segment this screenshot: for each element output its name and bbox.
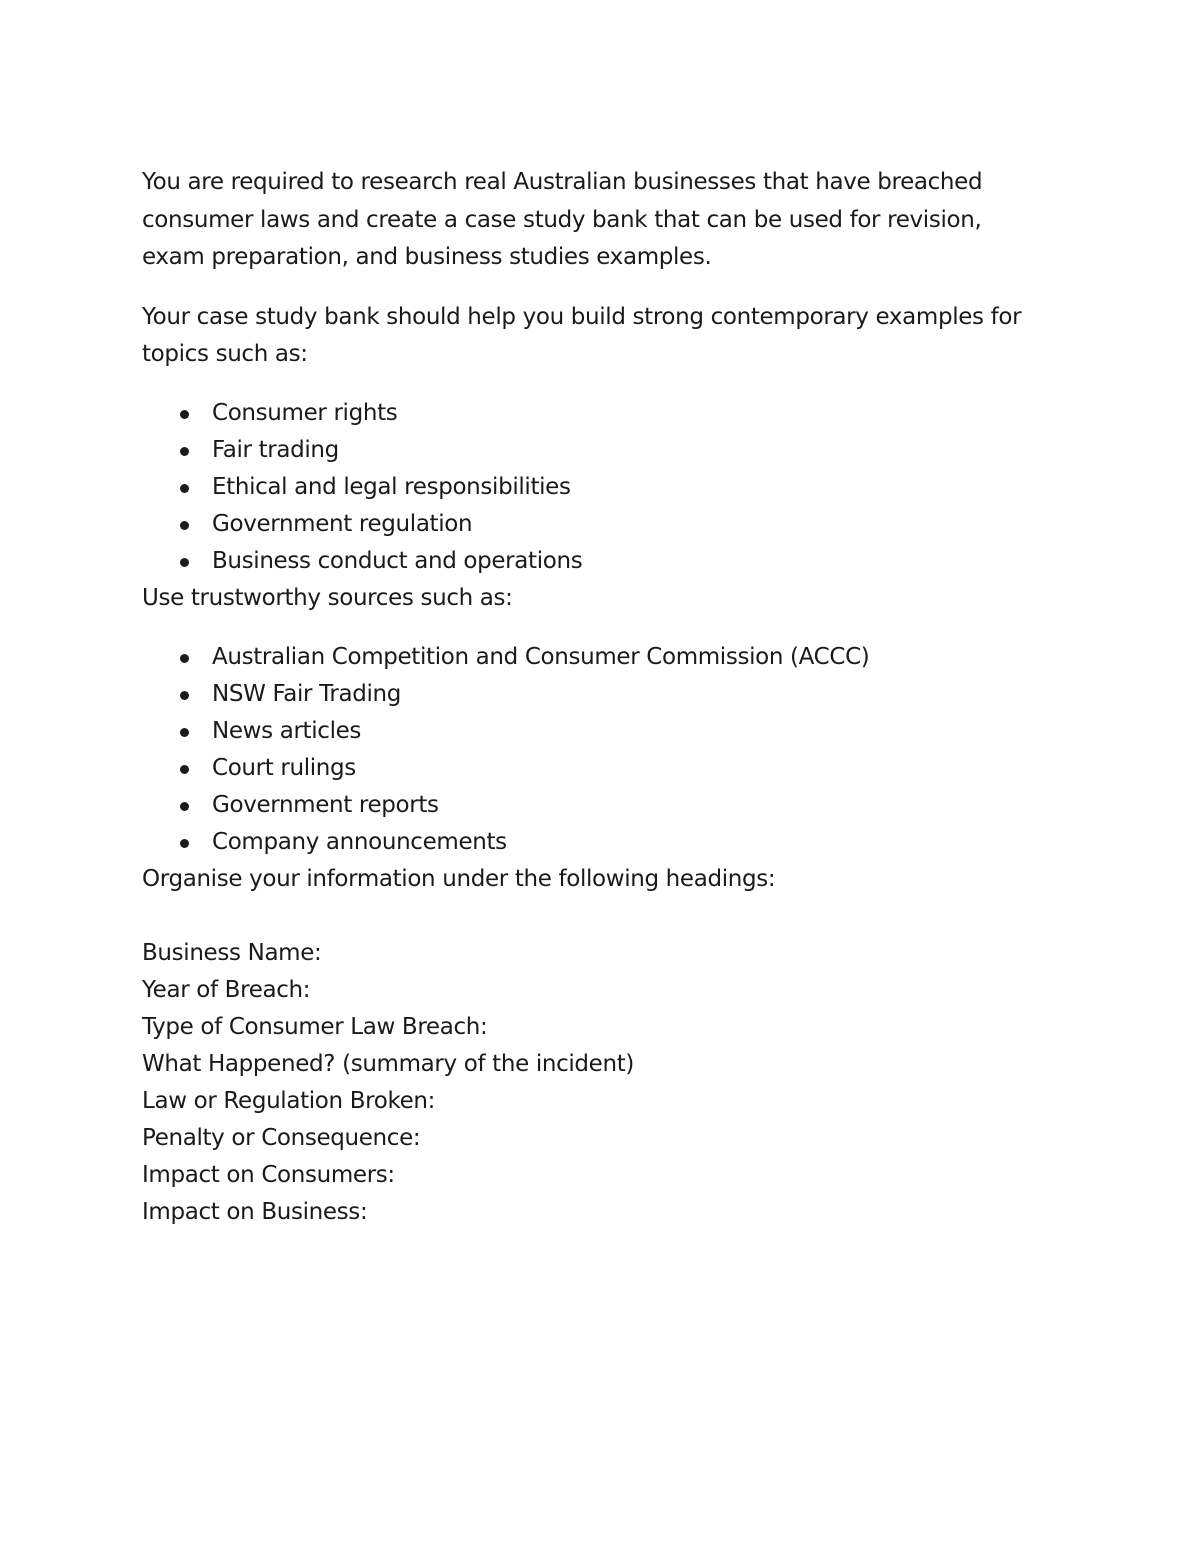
bullet-icon	[180, 654, 189, 663]
topics-list	[142, 395, 1042, 580]
source-text: News articles	[212, 718, 362, 744]
source-text: Government reports	[212, 792, 439, 818]
list-item	[142, 713, 1042, 750]
headings-lead-paragraph: Organise your information under the following headings:	[142, 866, 776, 892]
intro-paragraph: You are required to research real Australian businesses that have breached consumer laws and create a case study bank that can be used for revision, exam preparation, and business studies examples.	[142, 169, 983, 270]
topic-text: Ethical and legal responsibilities	[212, 473, 571, 500]
bullet-icon	[180, 802, 189, 811]
list-item	[142, 824, 1042, 861]
list-item	[142, 639, 1042, 676]
bullet-icon	[180, 521, 189, 530]
document-content	[142, 164, 1042, 1231]
source-text: Australian Competition and Consumer Commission (ACCC)	[212, 644, 870, 670]
list-item	[142, 469, 1042, 506]
heading-field: What Happened? (summary of the incident)	[142, 1050, 635, 1077]
topics-lead-paragraph: Your case study bank should help you build strong contemporary examples for topics such as:	[142, 303, 1022, 367]
sources-lead-paragraph: Use trustworthy sources such as:	[142, 584, 513, 611]
bullet-icon	[180, 839, 189, 848]
bullet-icon	[180, 765, 189, 774]
list-item	[142, 787, 1042, 824]
source-text: Company announcements	[212, 829, 507, 855]
list-item	[142, 395, 1042, 432]
list-item	[142, 543, 1042, 580]
bullet-icon	[180, 691, 189, 700]
list-item	[142, 506, 1042, 543]
topic-text: Fair trading	[212, 436, 339, 463]
heading-field: Penalty or Consequence:	[142, 1124, 421, 1151]
heading-field: Type of Consumer Law Breach:	[142, 1013, 488, 1040]
list-item	[142, 750, 1042, 787]
bullet-icon	[180, 728, 189, 737]
heading-field: Impact on Business:	[142, 1198, 368, 1225]
bullet-icon	[180, 410, 189, 419]
heading-fields	[142, 935, 1042, 1231]
topic-text: Business conduct and operations	[212, 547, 583, 574]
bullet-icon	[180, 558, 189, 567]
heading-field: Law or Regulation Broken:	[142, 1087, 436, 1114]
sources-list	[142, 639, 1042, 861]
bullet-icon	[180, 484, 189, 493]
heading-field: Impact on Consumers:	[142, 1161, 395, 1188]
bullet-icon	[180, 447, 189, 456]
heading-field: Business Name:	[142, 939, 322, 966]
topic-text: Government regulation	[212, 510, 473, 537]
source-text: Court rulings	[212, 755, 356, 781]
heading-field: Year of Breach:	[142, 976, 311, 1003]
topic-text: Consumer rights	[212, 399, 398, 426]
list-item	[142, 676, 1042, 713]
source-text: NSW Fair Trading	[212, 681, 402, 707]
list-item	[142, 432, 1042, 469]
